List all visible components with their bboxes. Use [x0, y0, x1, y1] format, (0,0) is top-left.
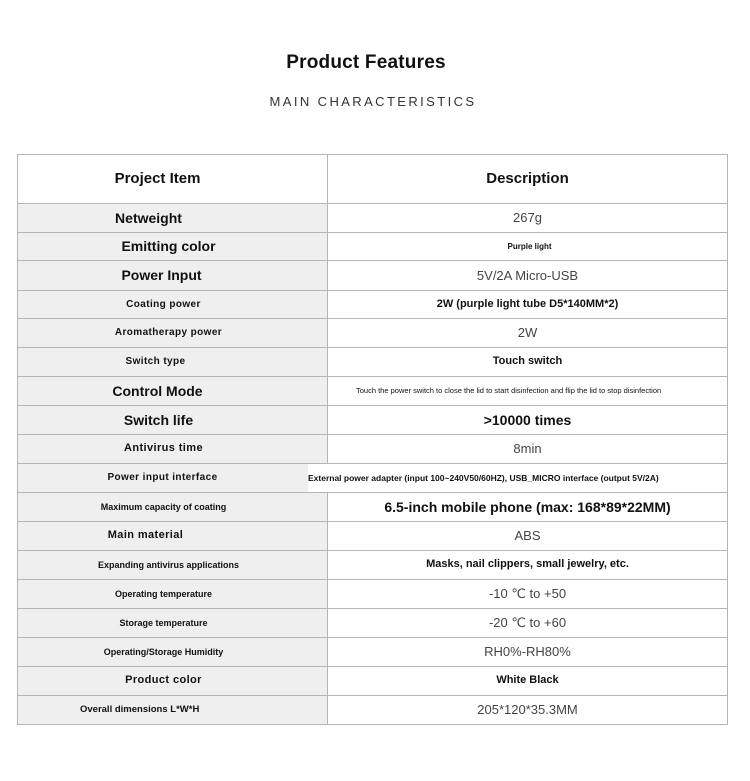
row-desc: 6.5-inch mobile phone (max: 168*89*22MM)	[328, 493, 728, 522]
table-row	[18, 291, 728, 319]
row-desc: 2W	[328, 319, 728, 348]
header-description: Description	[328, 155, 728, 204]
table-header-row	[18, 155, 728, 204]
row-desc: Touch switch	[328, 348, 728, 377]
table-row	[18, 522, 728, 551]
row-desc: 8min	[328, 435, 728, 464]
row-item: Control Mode	[18, 377, 328, 406]
table-row	[18, 319, 728, 348]
row-item: Power Input	[18, 261, 328, 291]
table-row	[18, 493, 728, 522]
row-desc: -10 ℃ to +50	[328, 580, 728, 609]
row-item: Switch type	[18, 348, 328, 377]
row-desc: -20 ℃ to +60	[328, 609, 728, 638]
row-desc: 205*120*35.3MM	[328, 696, 728, 725]
row-item: Operating/Storage Humidity	[18, 638, 328, 667]
table-row	[18, 348, 728, 377]
table-row	[18, 667, 728, 696]
table-row	[18, 609, 728, 638]
row-desc: Purple light	[328, 233, 728, 261]
page-subtitle: MAIN CHARACTERISTICS	[269, 94, 477, 109]
row-item: Netweight	[18, 204, 328, 233]
row-item: Maximum capacity of coating	[18, 493, 328, 522]
row-item: Operating temperature	[18, 580, 328, 609]
table-row	[18, 261, 728, 291]
table-row	[18, 233, 728, 261]
row-desc: External power adapter (input 100~240V50/60HZ), USB_MICRO interface (output 5V/2A)	[308, 464, 708, 493]
table-row	[18, 551, 728, 580]
row-desc: >10000 times	[328, 406, 728, 435]
row-item: Power input interface	[18, 464, 328, 493]
row-item: Storage temperature	[18, 609, 328, 638]
row-item: Product color	[18, 667, 328, 696]
row-item: Overall dimensions L*W*H	[18, 696, 328, 725]
table-row	[18, 406, 728, 435]
row-desc: 2W (purple light tube D5*140MM*2)	[328, 291, 728, 319]
table-row	[18, 464, 728, 493]
header-project-item: Project Item	[18, 155, 328, 204]
row-item: Coating power	[18, 291, 328, 319]
table-row	[18, 696, 728, 725]
table-row	[18, 638, 728, 667]
row-item: Expanding antivirus applications	[18, 551, 328, 580]
table-row	[18, 580, 728, 609]
row-desc: ABS	[328, 522, 728, 551]
row-item: Antivirus time	[18, 435, 328, 464]
table-row	[18, 204, 728, 233]
spec-table	[17, 154, 728, 725]
page-title: Product Features	[286, 52, 446, 73]
row-desc: Masks, nail clippers, small jewelry, etc.	[328, 551, 728, 580]
row-desc: 267g	[328, 204, 728, 233]
row-desc: RH0%-RH80%	[328, 638, 728, 667]
row-item: Main material	[18, 522, 328, 551]
row-item: Switch life	[18, 406, 328, 435]
row-desc: White Black	[328, 667, 728, 696]
table-row	[18, 377, 728, 406]
row-desc: 5V/2A Micro-USB	[328, 261, 728, 291]
table-row	[18, 435, 728, 464]
row-item: Emitting color	[18, 233, 328, 261]
row-item: Aromatherapy power	[18, 319, 328, 348]
row-desc: Touch the power switch to close the lid to start disinfection and flip the lid to stop disinfection	[328, 377, 728, 406]
